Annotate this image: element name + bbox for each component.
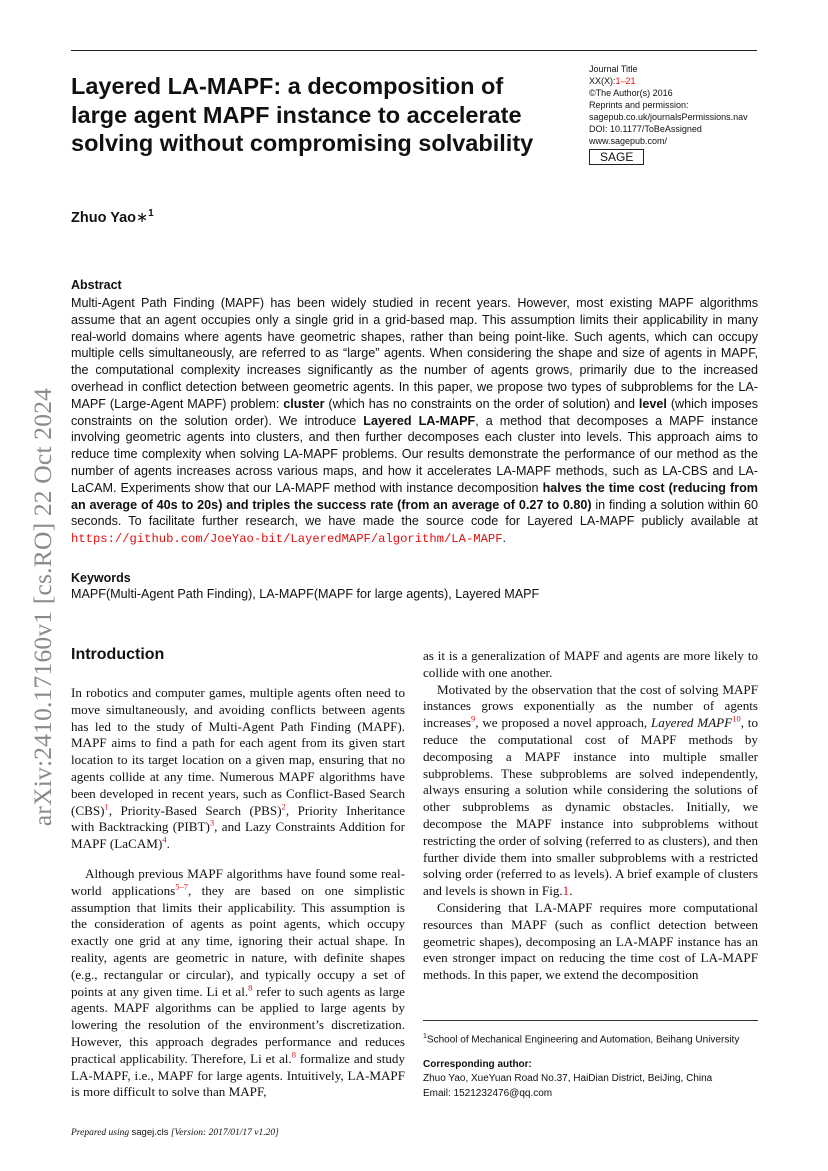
citation-link[interactable]: 9 — [470, 713, 476, 724]
abstract-bold-result: halves the time cost (reducing from an average of 40s to 20s) and triples the success rate (from an average of 0.27 to 0.80) — [71, 480, 758, 512]
abstract-part: , a method that decomposes a MAPF instance involving geometric agents into clusters, and then further decomposes each cluster into levels. This approach aims to reduce time complexity when solving LA-MAPF problems. Our results demonstrate the performance of our method as the number of agents increases across various maps, and how it accelerates LA-MAPF methods, such as LA-CBS and LA-LaCAM. Experiments show that our LA-MAPF method with instance decomposition — [71, 413, 758, 495]
citation-link[interactable]: 5–7 — [175, 881, 188, 892]
journal-volume-prefix: XX(X): — [589, 76, 616, 86]
abstract-bold-cluster: cluster — [283, 396, 325, 411]
paragraph-text: , Priority Inheritance with Backtracking (PIBT) — [71, 802, 406, 835]
paragraph-text: . — [166, 836, 170, 852]
journal-name: Journal Title — [589, 64, 638, 74]
citation-link[interactable]: 8 — [291, 1049, 296, 1060]
paragraph-text: formalize and study LA-MAPF, i.e., MAPF for large agents. Intuitively, LA-MAPF is more difficult to solve than MAPF, — [71, 1050, 406, 1100]
class-file-name: sagej.cls — [131, 1127, 169, 1138]
abstract-bold-method: Layered LA-MAPF — [363, 413, 476, 428]
journal-doi: DOI: 10.1177/ToBeAssigned — [589, 124, 702, 134]
figure-link[interactable]: 1 — [562, 883, 570, 899]
abstract-bold-level: level — [638, 396, 667, 411]
sage-logo: SAGE — [589, 149, 644, 165]
intro-paragraph-3: as it is a generalization of MAPF and agents are more likely to collide with one another. — [423, 648, 758, 680]
abstract-text — [71, 295, 758, 548]
abstract-part: (which has no constraints on the order of solution) and — [324, 396, 639, 411]
citation-link[interactable]: 2 — [281, 801, 286, 812]
footer-text: Prepared using — [71, 1128, 132, 1138]
abstract-part: in finding a solution within 60 seconds. To facilitate further research, we have made the source code for Layered LA-MAPF publicly available at — [71, 497, 758, 529]
intro-paragraph-2 — [71, 866, 405, 1101]
abstract-heading: Abstract — [71, 278, 122, 292]
author-line — [71, 208, 154, 226]
abstract-part: (which imposes constraints on the solution order). We introduce — [71, 396, 758, 428]
citation-link[interactable]: 10 — [732, 713, 741, 724]
footer-text: [Version: 2017/01/17 v1.20] — [168, 1128, 279, 1138]
arxiv-stamp[interactable]: arXiv:2410.17160v1 [cs.RO] 22 Oct 2024 — [28, 387, 57, 827]
citation-link[interactable]: 8 — [248, 982, 253, 993]
source-code-link[interactable]: https://github.com/JoeYao-bit/LayeredMAPF/algorithm/LA-MAPF — [71, 532, 503, 547]
paragraph-text: , to reduce the computational cost of MAPF methods by decomposing a MAPF instance into multiple smaller subproblems. These subproblems are solved independently, always ensuring a solution while considering the solutions of other subproblems as dynamic obstacles. Initially, we decompose the MAPF instance into subproblems without restricting the order of solving (referred to as clusters), and then further divide them into smaller subproblems with a restricted solving order (referred to as levels). A brief example of clusters and levels is shown in Fig. — [423, 715, 758, 899]
journal-copyright: ©The Author(s) 2016 — [589, 88, 673, 98]
abstract-part: Multi-Agent Path Finding (MAPF) has been widely studied in recent years. However, most existing MAPF algorithms assume that an agent occupies only a single grid in a grid-based map. This assumption limits their applicability in many real-world domains where agents have geometric shapes, rather than being point-like. Such agents, which can occupy multiple cells simultaneously, are referred to as “large” agents. When considering the shape and size of agents in MAPF, the computational complexity increases significantly as the number of agents grows, primarily due to the increased overhead in conflict detection between geometric agents. In this paper, we propose two types of subproblems for the LA-MAPF (Large-Agent MAPF) problem: — [71, 296, 758, 411]
sage-website-link[interactable]: www.sagepub.com/ — [589, 136, 668, 146]
affiliation-number: 1 — [423, 1033, 427, 1040]
corresponding-address: Zhuo Yao, XueYuan Road No.37, HaiDian District, BeiJing, China — [423, 1073, 713, 1084]
paragraph-text: In robotics and computer games, multiple agents often need to move simultaneously, and avoiding conflicts between agents has led to the study of Multi-Agent Path Finding (MAPF). MAPF aims to find a path for each agent from its given start location to its target location on a given map, ensuring that no agents collide at any time. Numerous MAPF algorithms have been developed in recent years, such as Conflict-Based Search (CBS) — [71, 685, 405, 818]
method-name-italic: Layered MAPF — [651, 715, 733, 731]
citation-link[interactable]: 3 — [209, 818, 215, 829]
intro-paragraph-5: Considering that LA-MAPF requires more computational resources than MAPF (such as conflict detection between geometric shapes), decomposing an LA-MAPF instance has an even stronger impact on reducing the time cost of LA-MAPF methods. In this paper, we extend the decomposition — [423, 899, 758, 983]
paragraph-text: , Priority-Based Search (PBS) — [108, 802, 282, 818]
paragraph-text: , and Lazy Constraints Addition for MAPF (LaCAM) — [71, 819, 405, 852]
footnote-rule — [423, 1020, 758, 1021]
journal-pages-link[interactable]: 1–21 — [615, 76, 636, 86]
journal-reprints: Reprints and permission: — [589, 100, 689, 110]
paragraph-text: , they are based on one simplistic assumption that limits their applicability. This assumption is the consideration of agents as point agents, which occupy exactly one grid at any time, ignoring their actual shape. In reality, agents are geometric in nature, with definite shapes (e.g., rectangular or circular), and typically occupy a set of points at any given time. Li et al. — [71, 882, 405, 999]
journal-info — [589, 63, 748, 147]
intro-paragraph-4 — [423, 682, 758, 900]
corresponding-email: Email: 1521232476@qq.com — [423, 1088, 553, 1099]
permissions-link[interactable]: sagepub.co.uk/journalsPermissions.nav — [589, 112, 748, 122]
journal-volume — [589, 75, 748, 87]
affiliation-text: School of Mechanical Engineering and Automation, Beihang University — [426, 1034, 740, 1046]
prepared-using-footer — [71, 1127, 279, 1138]
keywords-text: MAPF(Multi-Agent Path Finding), LA-MAPF(MAPF for large agents), Layered MAPF — [71, 587, 540, 601]
paragraph-text: Motivated by the observation that the cost of solving MAPF instances grows exponentially as the number of agents increases — [423, 681, 758, 731]
keywords-heading: Keywords — [71, 571, 131, 585]
top-rule — [71, 50, 757, 51]
intro-column-2 — [423, 648, 758, 984]
citation-link[interactable]: 4 — [162, 834, 167, 845]
affiliation-footnote — [423, 1033, 739, 1045]
paragraph-text: refer to such agents as large agents. MAPF algorithms can be applied to large agents by lowering the resolution of the environment’s discretization. However, this approach degrades performance and reduces practical applicability. Therefore, Li et al. — [71, 983, 405, 1066]
author-mark: ∗ — [136, 209, 149, 226]
citation-link[interactable]: 1 — [104, 801, 109, 812]
author-name: Zhuo Yao — [71, 209, 136, 226]
paper-title: Layered LA-MAPF: a decomposition of large agent MAPF instance to accelerate solving without compromising solvability — [71, 73, 534, 156]
introduction-heading: Introduction — [71, 646, 165, 663]
paragraph-text: , we proposed a novel approach, — [475, 715, 652, 731]
abstract-part: . — [502, 531, 507, 546]
corresponding-author-heading: Corresponding author: — [423, 1059, 532, 1070]
intro-paragraph-1 — [71, 685, 405, 853]
paragraph-text: . — [569, 883, 573, 899]
paragraph-text: Although previous MAPF algorithms have found some real-world applications — [71, 866, 405, 898]
author-affil-mark: 1 — [148, 208, 154, 219]
